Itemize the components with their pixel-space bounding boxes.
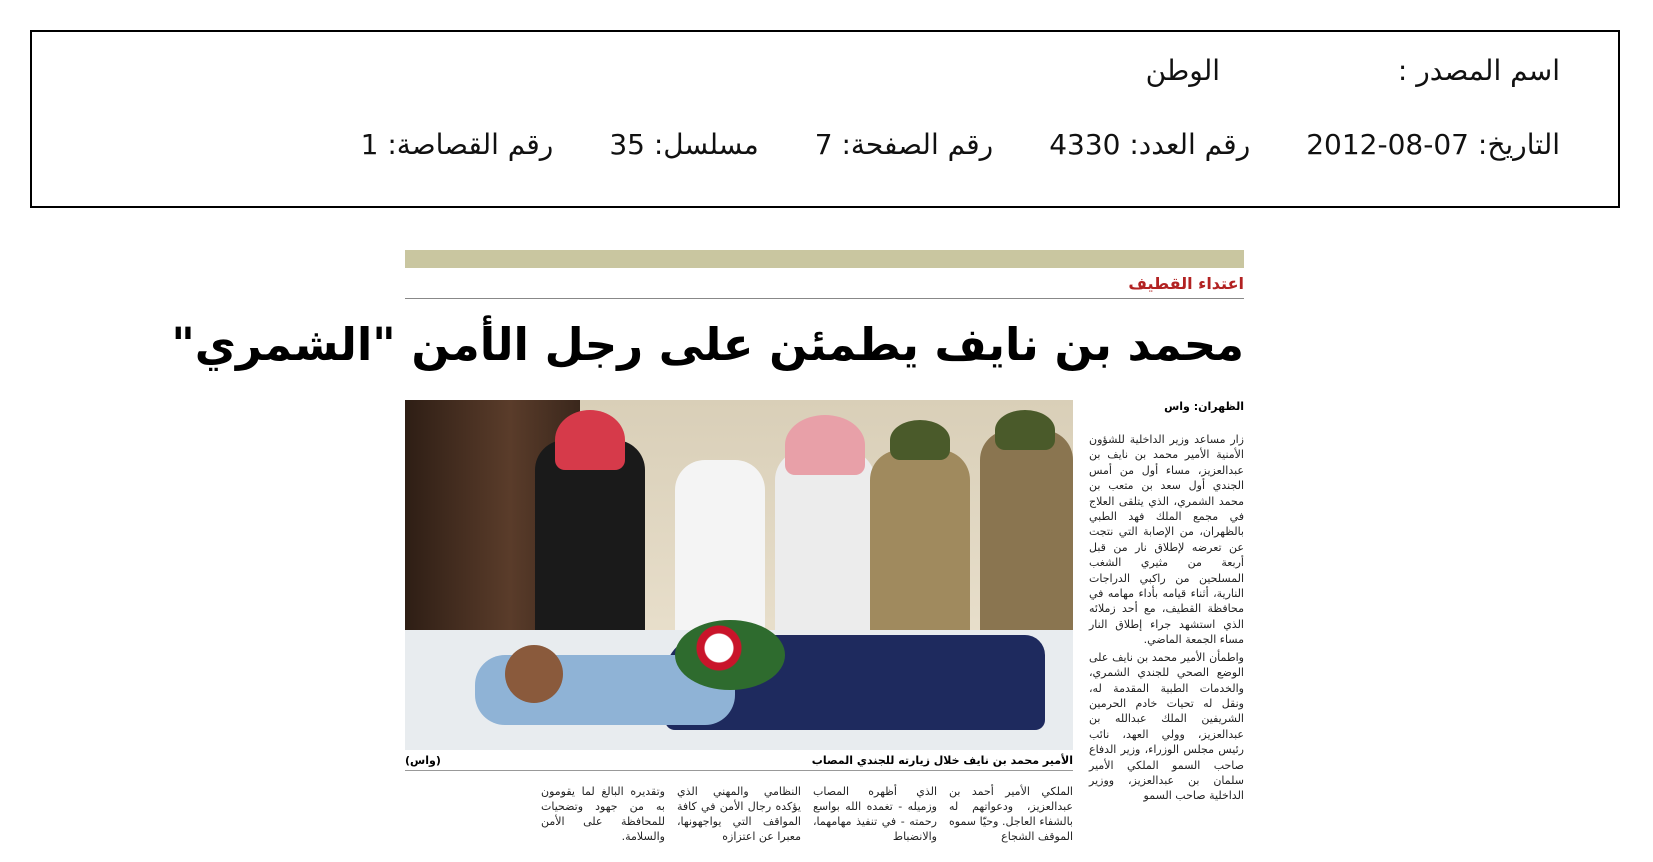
source-info-box [30,30,1620,208]
article-photo [405,400,1073,750]
issue-number-field: رقم العدد: 4330 [1049,128,1251,161]
decorative-top-bar [405,250,1244,268]
clip-number-field: رقم القصاصة: 1 [360,128,554,161]
paragraph: زار مساعد وزير الداخلية للشؤون الأمنية الأمير محمد بن نايف بن عبدالعزيز، مساء أول من أمس الجندي أول سعد بن متعب بن محمد الشمري، الذي يتلقى العلاج في مجمع الملك فهد الطبي بالظهران، من الإصابة التي نتجت عن تعرضه لإطلاق نار من قبل أربعة من مثيري الشغب المسلحين من راكبي الدراجات النارية، أثناء قيامه بأداء مهامه في محافظة القطيف، مع أحد زملائه الذي استشهد جراء إطلاق النار مساء الجمعة الماضي. [1089,433,1244,647]
serial-field: مسلسل: 35 [609,128,759,161]
section-divider [405,298,1244,299]
photo-flowers [675,620,785,690]
article-side-column [1089,432,1244,806]
section-label: اعتداء القطيف [1128,274,1244,293]
newspaper-clipping [171,250,1244,845]
photo-person [980,430,1073,660]
date-field: التاريخ: 07-08-2012 [1306,128,1560,161]
text-column: الذي أظهره المصاب وزميله - تغمده الله بواسع رحمته - في تنفيذ مهامهما، والانضباط [813,785,937,843]
text-column: الملكي الأمير أحمد بن عبدالعزيز، ودعواتهم له بالشفاء العاجل. وحيّا سموه الموقف الشجاع [949,785,1073,843]
photo-person [775,450,875,640]
photo-cap [890,420,950,460]
photo-person [535,440,645,640]
article-headline: محمد بن نايف يطمئن على رجل الأمن "الشمري" [171,318,1244,371]
photo-credit: (واس) [405,754,441,767]
photo-person [870,450,970,660]
photo-headdress [785,415,865,475]
source-label: اسم المصدر : [1397,54,1560,87]
photo-headdress [555,410,625,470]
text-column: وتقديره البالغ لما يقومون به من جهود وتضحيات للمحافظة على الأمن والسلامة. [541,785,665,843]
meta-row [305,128,1560,162]
text-column: النظامي والمهني الذي يؤكده رجال الأمن في كافة المواقف التي يواجهونها، معبرا عن اعتزازه [677,785,801,843]
caption-text: الأمير محمد بن نايف خلال زيارته للجندي المصاب [811,754,1073,767]
photo-patient-head [505,645,563,703]
photo-cap [995,410,1055,450]
paragraph: واطمأن الأمير محمد بن نايف على الوضع الصحي للجندي الشمري، والخدمات الطبية المقدمة له، ونقل له تحيات خادم الحرمين الشريفين الملك عبدالله بن عبدالعزيز، وولي العهد، نائب رئيس مجلس الوزراء، وزير الدفاع صاحب السمو الملكي الأمير سلمان بن عبدالعزيز، ووزير الداخلية صاحب السمو [1089,650,1244,803]
page-number-field: رقم الصفحة: 7 [814,128,994,161]
article-bottom-columns [405,784,1073,844]
article-dateline: الظهران: واس [1164,400,1244,413]
caption-divider [405,770,1073,771]
source-value: الوطن [1145,54,1220,87]
